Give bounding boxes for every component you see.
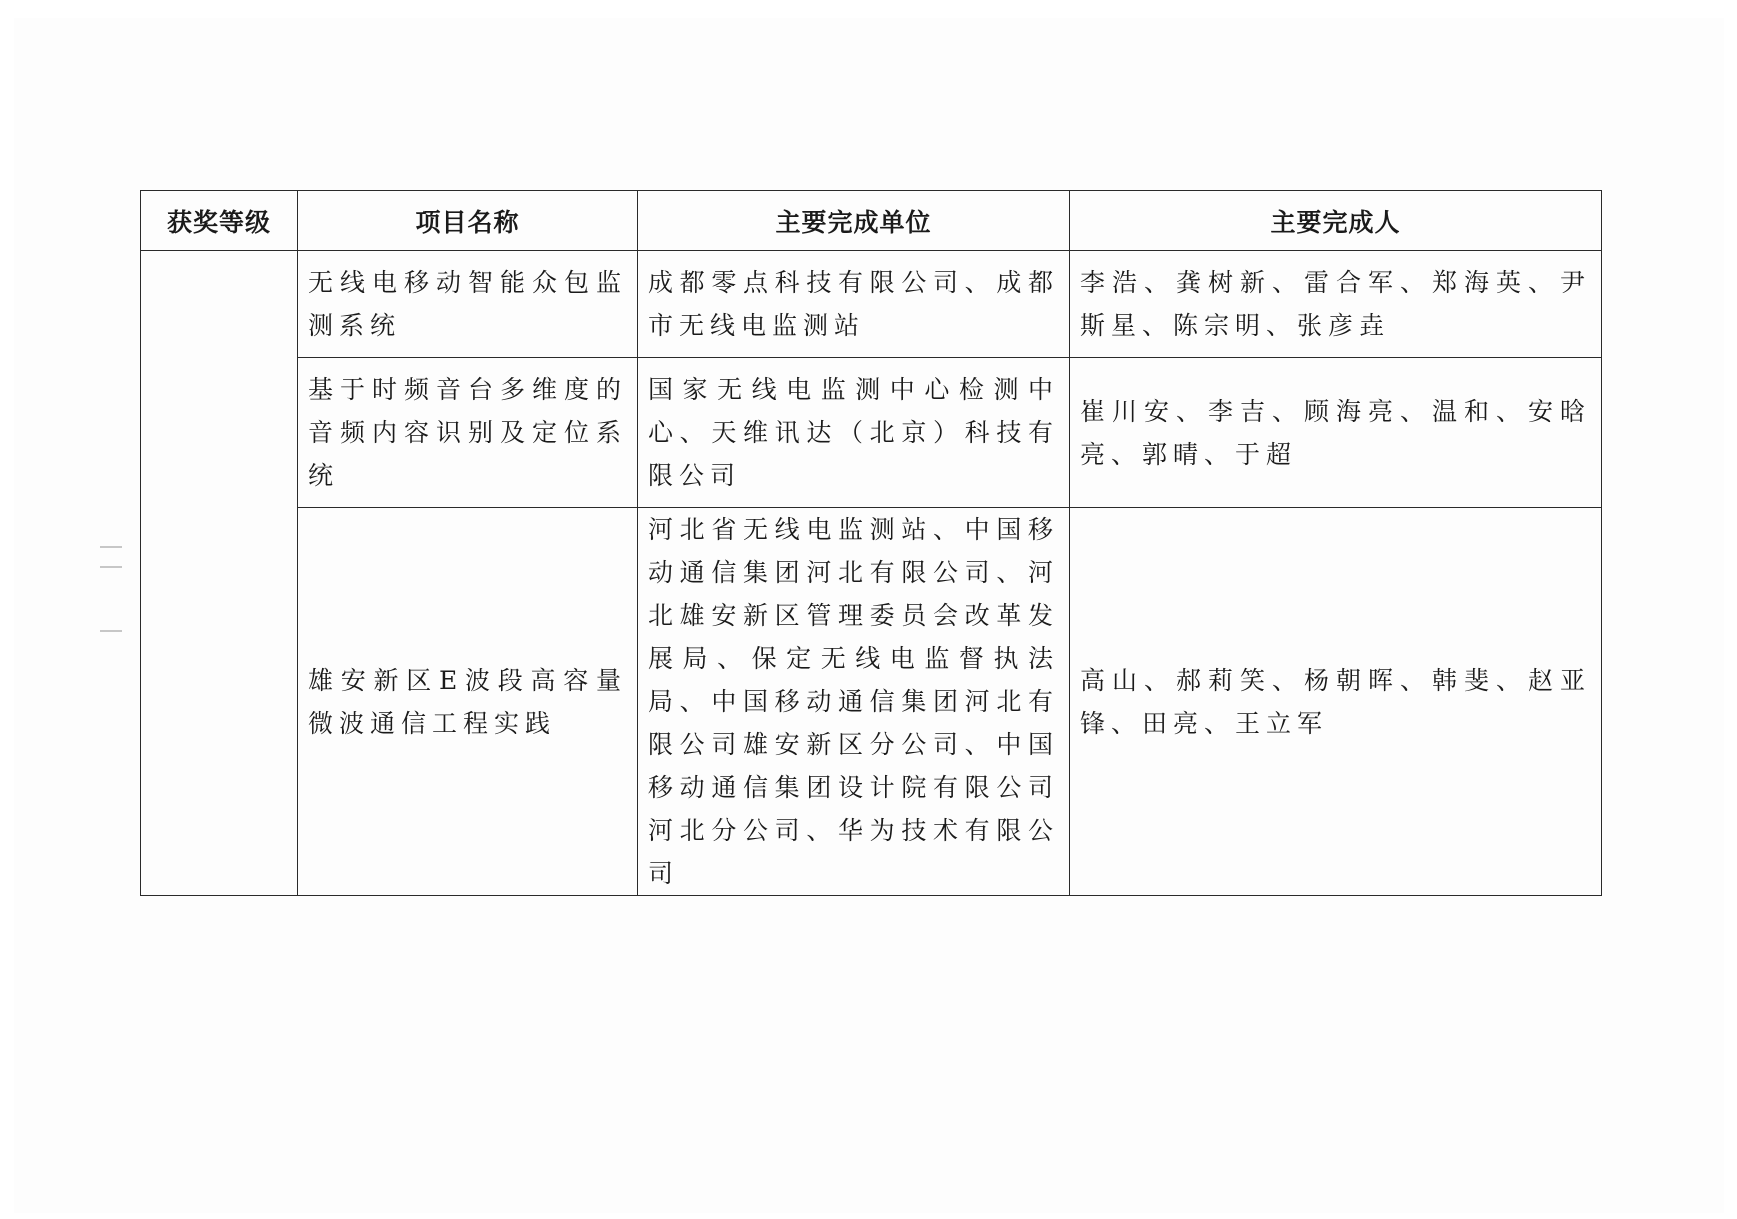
main-units-cell: 成都零点科技有限公司、成都市无线电监测站 — [638, 251, 1070, 358]
scan-artifact-mark — [100, 630, 122, 632]
main-people-cell: 崔川安、李吉、顾海亮、温和、安晗亮、郭晴、于超 — [1070, 358, 1602, 508]
award-level-cell — [141, 251, 298, 896]
header-main-people: 主要完成人 — [1070, 191, 1602, 251]
table-row — [141, 508, 1602, 896]
scan-artifact-mark — [100, 566, 122, 568]
table-row — [141, 251, 1602, 358]
main-units-cell: 国家无线电监测中心检测中心、天维讯达（北京）科技有限公司 — [638, 358, 1070, 508]
awards-table — [140, 190, 1602, 896]
project-name-cell: 雄安新区E波段高容量微波通信工程实践 — [298, 508, 638, 896]
table-header-row — [141, 191, 1602, 251]
header-award-level: 获奖等级 — [141, 191, 298, 251]
header-main-units: 主要完成单位 — [638, 191, 1070, 251]
scan-artifact-mark — [100, 546, 122, 548]
main-people-cell: 高山、郝莉笑、杨朝晖、韩斐、赵亚锋、田亮、王立军 — [1070, 508, 1602, 896]
main-people-cell: 李浩、龚树新、雷合军、郑海英、尹斯星、陈宗明、张彦垚 — [1070, 251, 1602, 358]
header-project-name: 项目名称 — [298, 191, 638, 251]
main-units-cell: 河北省无线电监测站、中国移动通信集团河北有限公司、河北雄安新区管理委员会改革发展局、保定无线电监督执法局、中国移动通信集团河北有限公司雄安新区分公司、中国移动通信集团设计院有限公司河北分公司、华为技术有限公司 — [638, 508, 1070, 896]
table-row — [141, 358, 1602, 508]
project-name-cell: 无线电移动智能众包监测系统 — [298, 251, 638, 358]
project-name-cell: 基于时频音台多维度的音频内容识别及定位系统 — [298, 358, 638, 508]
